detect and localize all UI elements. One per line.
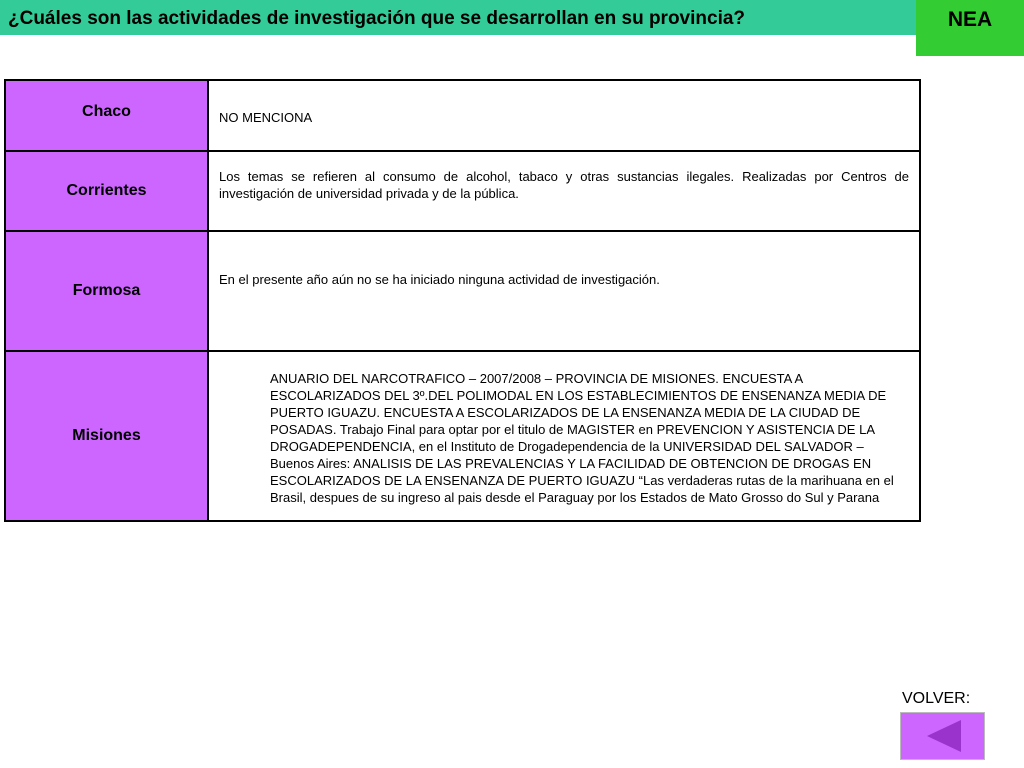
description-cell-corrientes bbox=[208, 151, 920, 231]
province-research-table bbox=[4, 79, 921, 522]
province-cell-chaco bbox=[5, 80, 208, 151]
province-cell-formosa bbox=[5, 231, 208, 351]
description-text: ANUARIO DEL NARCOTRAFICO – 2007/2008 – PROVINCIA DE MISIONES. ENCUESTA A ESCOLARIZADOS DEL 3º.DEL POLIMODAL EN LOS ESTABLECIMIENTOS DE ENSENANZA MEDIA DE PUERTO IGUAZU. ENCUESTA A ESCOLARIZADOS DE LA ENSENANZA MEDIA DE LA CIUDAD DE POSADAS. Trabajo Final para optar por el titulo de MAGISTER en PREVENCION Y ASISTENCIA DE LA DROGADEPENDENCIA, en el Instituto de Drogadependencia de la UNIVERSIDAD DEL SALVADOR – Buenos Aires: ANALISIS DE LAS PREVALENCIAS Y LA FACILIDAD DE OBTENCION DE DROGAS EN ESCOLARIZADOS DE LA ENSENANZA DE PUERTO IGUAZU “Las verdaderas rutas de la marihuana en el Brasil, despues de su ingreso al pais desde el Paraguay por los Estados de Mato Grosso do Sul y Parana bbox=[270, 371, 894, 505]
region-badge bbox=[916, 0, 1024, 56]
title-bar bbox=[0, 0, 916, 35]
province-label: Misiones bbox=[72, 427, 141, 444]
table-row-chaco bbox=[5, 80, 920, 151]
volver-label: VOLVER: bbox=[902, 690, 971, 707]
province-label: Corrientes bbox=[66, 182, 147, 199]
province-cell-corrientes bbox=[5, 151, 208, 231]
page-title: ¿Cuáles son las actividades de investigación que se desarrollan en su provincia? bbox=[8, 8, 746, 29]
back-button[interactable] bbox=[900, 712, 985, 760]
table-row-misiones bbox=[5, 351, 920, 521]
table-row-corrientes bbox=[5, 151, 920, 231]
table-row-formosa bbox=[5, 231, 920, 351]
description-cell-formosa bbox=[208, 231, 920, 351]
description-cell-chaco bbox=[208, 80, 920, 151]
region-label: NEA bbox=[947, 8, 993, 31]
description-cell-misiones bbox=[208, 351, 920, 521]
triangle-left-icon bbox=[901, 713, 984, 759]
description-text: NO MENCIONA bbox=[219, 110, 313, 125]
province-label: Formosa bbox=[72, 282, 141, 299]
province-cell-misiones bbox=[5, 351, 208, 521]
description-text: En el presente año aún no se ha iniciado ninguna actividad de investigación. bbox=[219, 271, 660, 287]
description-text: Los temas se refieren al consumo de alcohol, tabaco y otras sustancias ilegales. Realizadas por Centros de investigación de universidad privada y de la pública. bbox=[219, 169, 909, 201]
province-label: Chaco bbox=[82, 102, 131, 120]
